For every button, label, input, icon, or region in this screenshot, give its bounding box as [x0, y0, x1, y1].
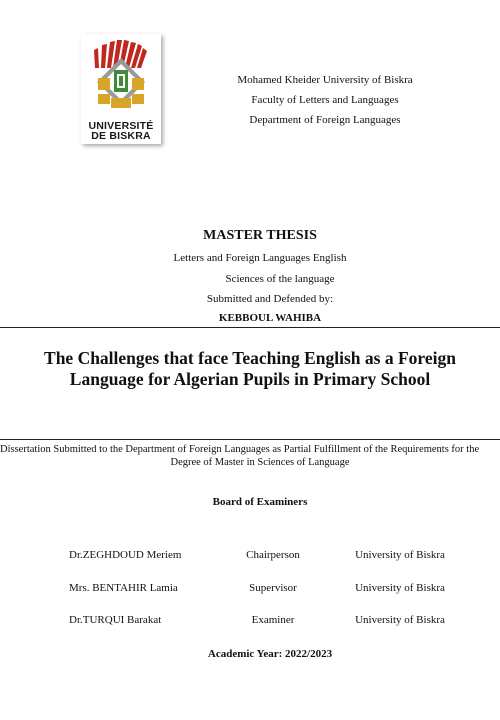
logo-emblem-icon: [81, 34, 161, 124]
thesis-title: The Challenges that face Teaching English as a Foreign Language for Algerian Pupils in Primary School: [44, 348, 456, 389]
university-logo: [81, 34, 161, 144]
field-line-1: Letters and Foreign Languages English: [173, 252, 347, 264]
author-name: KEBBOUL WAHIBA: [218, 312, 322, 324]
examiner-row: [0, 582, 500, 598]
examiner-institution: University of Biskra: [355, 614, 445, 626]
examiner-role: Supervisor: [249, 582, 297, 594]
examiner-name: Mrs. BENTAHIR Lamia: [69, 582, 178, 594]
examiner-name: Dr.TURQUI Barakat: [69, 614, 162, 626]
examiner-row: [0, 614, 500, 630]
thesis-type: MASTER THESIS: [203, 228, 317, 243]
examiner-institution: University of Biskra: [355, 549, 445, 561]
logo-text-line1: UNIVERSITÉ: [88, 120, 154, 132]
department-name: Department of Foreign Languages: [249, 114, 401, 126]
dissertation-note: Dissertation Submitted to the Department of Foreign Languages as Partial Fulfillment of the Requirements for the: [0, 444, 480, 455]
field-line-2: Sciences of the language: [225, 273, 335, 285]
examiner-institution: University of Biskra: [355, 582, 445, 594]
degree-note: Degree of Master in Sciences of Language: [170, 457, 350, 468]
divider-bottom: [0, 439, 500, 440]
examiner-name: Dr.ZEGHDOUD Meriem: [69, 549, 182, 561]
submitted-by-label: Submitted and Defended by:: [206, 293, 334, 305]
examiner-role: Chairperson: [246, 549, 300, 561]
board-heading: Board of Examiners: [212, 496, 308, 508]
examiner-row: [0, 549, 500, 565]
examiner-role: Examiner: [251, 614, 295, 626]
faculty-name: Faculty of Letters and Languages: [251, 94, 399, 106]
university-name: Mohamed Kheider University of Biskra: [237, 74, 413, 86]
logo-text-line2: DE BISKRA: [91, 130, 151, 142]
divider-top: [0, 327, 500, 328]
academic-year: Academic Year: 2022/2023: [207, 648, 333, 660]
